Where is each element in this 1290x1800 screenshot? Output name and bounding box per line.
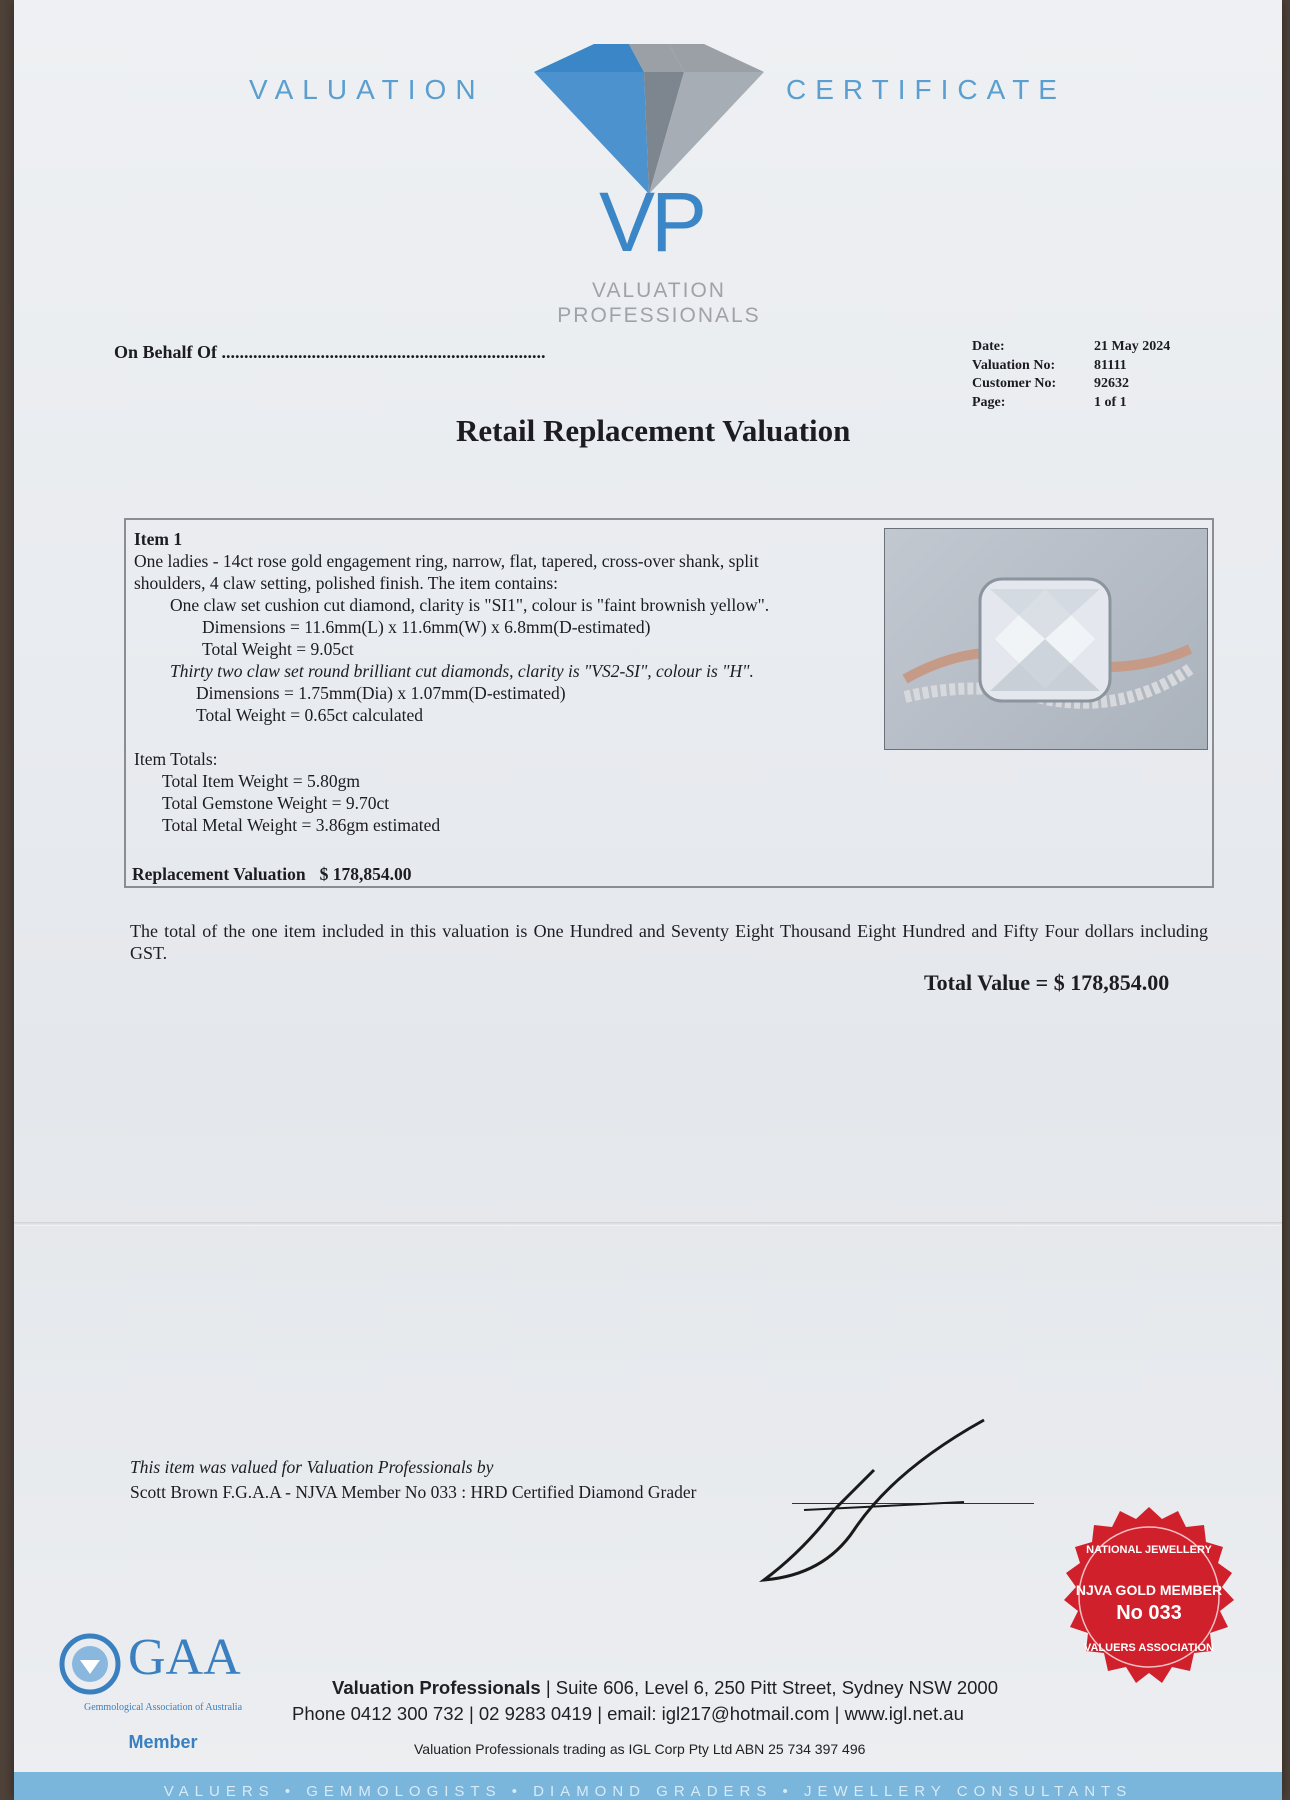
seal-number: No 033 (1116, 1602, 1182, 1624)
seal-member: NJVA GOLD MEMBER (1075, 1582, 1223, 1598)
page-label: Page: (972, 394, 1006, 410)
total-value: Total Value = $ 178,854.00 (924, 970, 1170, 995)
paper-fold (14, 1222, 1282, 1226)
stone2-dimensions: Dimensions = 1.75mm(Dia) x 1.07mm(D-estimated) (196, 683, 566, 703)
valuer-line2: Scott Brown F.G.A.A - NJVA Member No 033 : HRD Certified Diamond Grader (130, 1482, 697, 1502)
item-desc-line2: shoulders, 4 claw setting, polished finish. The item contains: (134, 573, 558, 593)
gaa-emblem-icon (58, 1632, 122, 1696)
logo-sub-line2: PROFESSIONALS (557, 304, 761, 327)
footer-company: Valuation Professionals (332, 1677, 541, 1698)
logo-subtitle (529, 278, 789, 328)
diamond-logo-icon (534, 44, 764, 194)
replacement-label: Replacement Valuation (132, 864, 306, 884)
item-box (124, 518, 1214, 888)
document-meta (972, 338, 1170, 412)
valuer-statement (130, 1455, 697, 1505)
item-description (134, 528, 769, 836)
total-item-weight: Total Item Weight = 5.80gm (162, 771, 360, 791)
valuation-no-label: Valuation No: (972, 357, 1056, 373)
signature-icon (744, 1410, 1004, 1590)
on-behalf-of: On Behalf Of ........................................................................ (114, 342, 546, 362)
item-heading: Item 1 (134, 529, 183, 549)
seal-top-text: NATIONAL JEWELLERY (1086, 1544, 1212, 1556)
gaa-letters: GAA (128, 1629, 241, 1686)
customer-no-label: Customer No: (972, 376, 1057, 391)
logo-sub-line1: VALUATION (592, 279, 726, 302)
gaa-member: Member (128, 1732, 198, 1752)
valuation-no-value: 81111 (1094, 357, 1127, 373)
date-label: Date: (972, 339, 1005, 354)
footer-company-line (332, 1677, 998, 1699)
footer-address: | Suite 606, Level 6, 250 Pitt Street, Sydney NSW 2000 (545, 1677, 998, 1698)
seal-bottom-text: VALUERS ASSOCIATION (1084, 1642, 1214, 1654)
replacement-value: $ 178,854.00 (319, 864, 412, 884)
header-valuation-word: VALUATION (249, 74, 485, 105)
customer-no-value: 92632 (1094, 376, 1129, 391)
gaa-full-name: Gemmological Association of Australia (83, 1702, 243, 1713)
date-value: 21 May 2024 (1094, 339, 1171, 354)
stone1-weight: Total Weight = 9.05ct (202, 639, 354, 659)
summary-paragraph: The total of the one item included in this valuation is One Hundred and Seventy Eight Thousand Eight Hundred and Fifty Four dollars including GST. (130, 921, 1208, 963)
item-totals-heading: Item Totals: (134, 749, 218, 769)
footer-band: VALUERS • GEMMOLOGISTS • DIAMOND GRADERS • JEWELLERY CONSULTANTS (14, 1772, 1282, 1800)
stone2-desc: Thirty two claw set round brilliant cut diamonds, clarity is "VS2-SI", colour is "H". (170, 661, 754, 681)
stone1-desc: One claw set cushion cut diamond, clarity is "SI1", colour is "faint brownish yellow". (170, 595, 770, 615)
stone1-dimensions: Dimensions = 11.6mm(L) x 11.6mm(W) x 6.8mm(D-estimated) (202, 617, 651, 637)
total-metal-weight: Total Metal Weight = 3.86gm estimated (162, 815, 441, 835)
item-desc-line1: One ladies - 14ct rose gold engagement ring, narrow, flat, tapered, cross-over shank, split (134, 551, 759, 571)
ring-photo (884, 528, 1208, 750)
njva-seal-icon (1044, 1505, 1254, 1715)
certificate-page (14, 0, 1282, 1800)
stone2-weight: Total Weight = 0.65ct calculated (196, 705, 424, 725)
vp-logo-letters: VP (599, 175, 704, 269)
header-certificate-word: CERTIFICATE (786, 74, 1066, 105)
footer-contact: Phone 0412 300 732 | 02 9283 0419 | email: igl217@hotmail.com | www.igl.net.au (292, 1703, 964, 1724)
page-value: 1 of 1 (1094, 394, 1127, 410)
footer-trading: Valuation Professionals trading as IGL Corp Pty Ltd ABN 25 734 397 496 (414, 1741, 866, 1757)
valuer-line1: This item was valued for Valuation Professionals by (130, 1457, 494, 1477)
ring-image-icon (885, 529, 1207, 749)
document-title: Retail Replacement Valuation (456, 413, 851, 448)
replacement-valuation (132, 864, 411, 885)
total-gemstone-weight: Total Gemstone Weight = 9.70ct (162, 793, 390, 813)
gaa-logo (58, 1628, 268, 1758)
